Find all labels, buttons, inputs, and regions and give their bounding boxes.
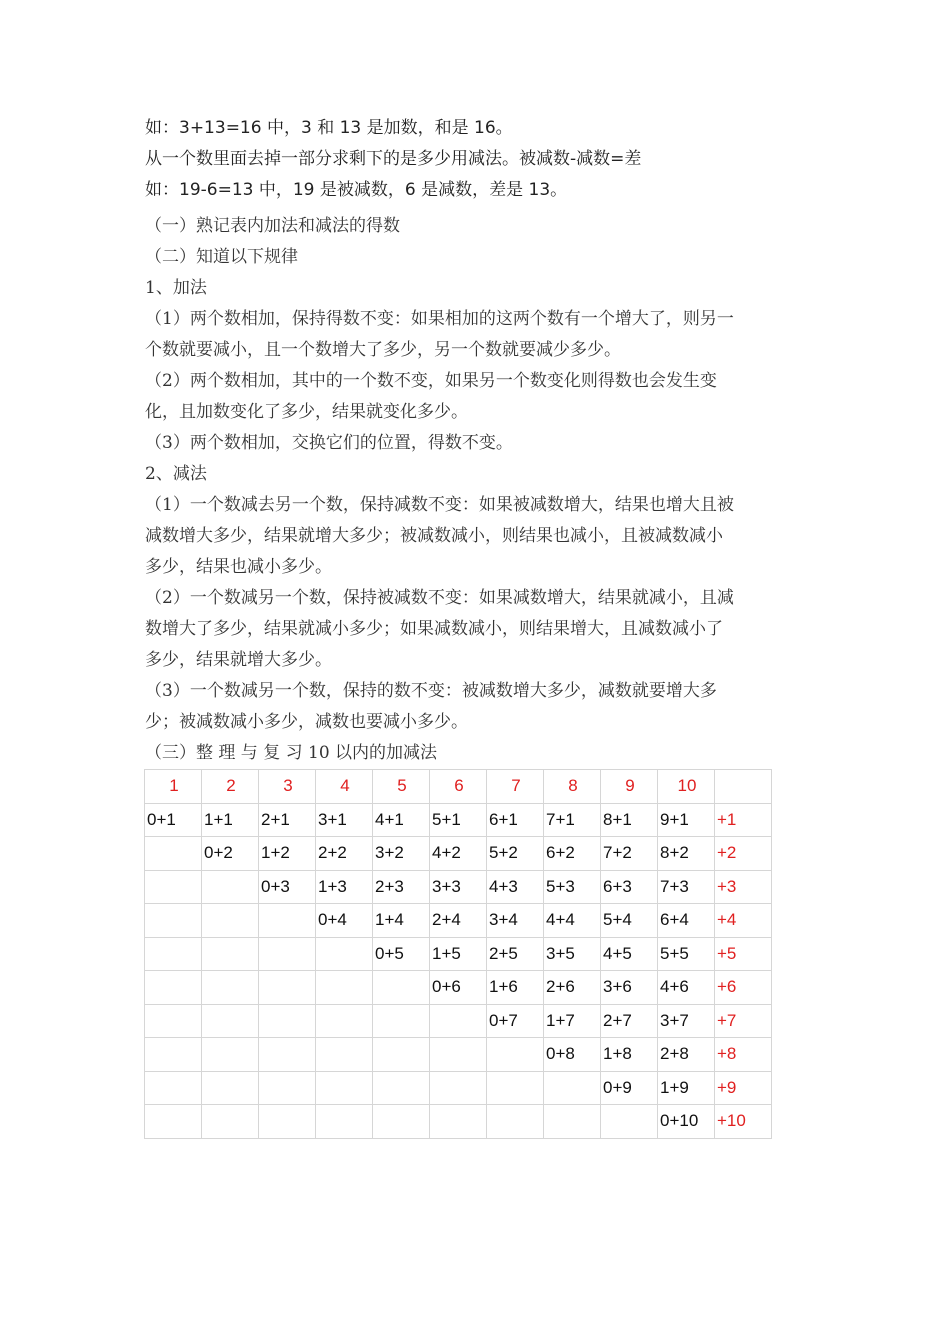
- header-cell: 5: [373, 770, 430, 804]
- equation-cell: [259, 1038, 316, 1072]
- equation-cell: 4+6: [658, 971, 715, 1005]
- subtraction-title: 2、减法: [145, 464, 207, 484]
- equation-cell: [373, 1038, 430, 1072]
- equation-cell: 3+7: [658, 1004, 715, 1038]
- header-cell: 7: [487, 770, 544, 804]
- equation-cell: 8+2: [658, 837, 715, 871]
- equation-cell: [202, 971, 259, 1005]
- intro-line-1: 如：3+13=16 中，3 和 13 是加数，和是 16。: [145, 118, 513, 138]
- equation-cell: [259, 1071, 316, 1105]
- header-cell: 2: [202, 770, 259, 804]
- section-3-heading: （三）整 理 与 复 习 10 以内的加减法: [145, 743, 438, 763]
- addition-rule-2b: 化，且加数变化了多少，结果就变化多少。: [145, 402, 468, 422]
- table-row: [145, 971, 772, 1005]
- equation-cell: [145, 1105, 202, 1139]
- equation-cell: 2+8: [658, 1038, 715, 1072]
- equation-cell: 7+2: [601, 837, 658, 871]
- equation-cell: [202, 904, 259, 938]
- equation-cell: 2+1: [259, 803, 316, 837]
- equation-cell: [202, 1004, 259, 1038]
- addend-label-cell: +8: [715, 1038, 772, 1072]
- equation-cell: 4+1: [373, 803, 430, 837]
- equation-cell: 5+5: [658, 937, 715, 971]
- equation-cell: 0+6: [430, 971, 487, 1005]
- equation-cell: [145, 971, 202, 1005]
- addition-table: [144, 769, 772, 1139]
- equation-cell: 0+5: [373, 937, 430, 971]
- equation-cell: 1+8: [601, 1038, 658, 1072]
- equation-cell: [487, 1071, 544, 1105]
- addend-label-cell: +7: [715, 1004, 772, 1038]
- equation-cell: 0+2: [202, 837, 259, 871]
- equation-cell: 2+5: [487, 937, 544, 971]
- table-row: [145, 937, 772, 971]
- equation-cell: [259, 904, 316, 938]
- equation-cell: 8+1: [601, 803, 658, 837]
- equation-cell: 2+2: [316, 837, 373, 871]
- header-cell: 1: [145, 770, 202, 804]
- addition-rule-1a: （1）两个数相加，保持得数不变：如果相加的这两个数有一个增大了，则另一: [145, 309, 734, 329]
- table-row: [145, 1038, 772, 1072]
- equation-cell: [316, 1004, 373, 1038]
- equation-cell: 3+4: [487, 904, 544, 938]
- intro-line-2: 从一个数里面去掉一部分求剩下的是多少用减法。被减数-减数=差: [145, 149, 642, 169]
- equation-cell: [145, 1071, 202, 1105]
- equation-cell: 3+2: [373, 837, 430, 871]
- equation-cell: 5+2: [487, 837, 544, 871]
- subtraction-rule-1a: （1）一个数减去另一个数，保持减数不变：如果被减数增大，结果也增大且被: [145, 495, 734, 515]
- equation-cell: [601, 1105, 658, 1139]
- equation-cell: 2+4: [430, 904, 487, 938]
- equation-cell: 6+4: [658, 904, 715, 938]
- header-cell: 4: [316, 770, 373, 804]
- equation-cell: 2+7: [601, 1004, 658, 1038]
- table-row: [145, 803, 772, 837]
- equation-cell: [202, 1105, 259, 1139]
- equation-cell: [316, 971, 373, 1005]
- subtraction-rule-3b: 少；被减数减小多少，减数也要减小多少。: [145, 712, 468, 732]
- addition-title: 1、加法: [145, 278, 207, 298]
- equation-cell: 7+1: [544, 803, 601, 837]
- equation-cell: 1+7: [544, 1004, 601, 1038]
- subtraction-rule-2b: 数增大了多少，结果就减小多少；如果减数减小，则结果增大，且减数减小了: [145, 619, 723, 639]
- equation-cell: [487, 1038, 544, 1072]
- equation-cell: [145, 870, 202, 904]
- equation-cell: 6+3: [601, 870, 658, 904]
- table-row: [145, 1071, 772, 1105]
- subtraction-rule-1b: 减数增大多少，结果就增大多少；被减数减小，则结果也减小，且被减数减小: [145, 526, 723, 546]
- equation-cell: [145, 837, 202, 871]
- equation-cell: 0+10: [658, 1105, 715, 1139]
- header-cell: 3: [259, 770, 316, 804]
- equation-cell: [202, 937, 259, 971]
- section-1-heading: （一）熟记表内加法和减法的得数: [145, 216, 400, 236]
- equation-cell: 4+5: [601, 937, 658, 971]
- equation-cell: 4+3: [487, 870, 544, 904]
- table-row: [145, 1105, 772, 1139]
- equation-cell: 3+6: [601, 971, 658, 1005]
- header-cell: 6: [430, 770, 487, 804]
- header-cell: [715, 770, 772, 804]
- equation-cell: 0+8: [544, 1038, 601, 1072]
- equation-cell: [373, 971, 430, 1005]
- equation-cell: [487, 1105, 544, 1139]
- equation-cell: 6+2: [544, 837, 601, 871]
- equation-cell: 5+4: [601, 904, 658, 938]
- addend-label-cell: +2: [715, 837, 772, 871]
- equation-cell: [202, 1071, 259, 1105]
- equation-cell: 1+6: [487, 971, 544, 1005]
- addition-rule-2a: （2）两个数相加，其中的一个数不变，如果另一个数变化则得数也会发生变: [145, 371, 717, 391]
- equation-cell: 0+1: [145, 803, 202, 837]
- subtraction-rule-2a: （2）一个数减另一个数，保持被减数不变：如果减数增大，结果就减小，且减: [145, 588, 734, 608]
- table-row: [145, 837, 772, 871]
- equation-cell: [259, 1004, 316, 1038]
- equation-cell: 1+3: [316, 870, 373, 904]
- equation-cell: 0+3: [259, 870, 316, 904]
- addend-label-cell: +10: [715, 1105, 772, 1139]
- equation-cell: [430, 1038, 487, 1072]
- equation-cell: [373, 1071, 430, 1105]
- equation-cell: 5+3: [544, 870, 601, 904]
- header-cell: 9: [601, 770, 658, 804]
- addend-label-cell: +9: [715, 1071, 772, 1105]
- subtraction-rule-2c: 多少，结果就增大多少。: [145, 650, 332, 670]
- equation-cell: 4+2: [430, 837, 487, 871]
- intro-line-3: 如：19-6=13 中，19 是被减数，6 是减数，差是 13。: [145, 180, 568, 200]
- addend-label-cell: +3: [715, 870, 772, 904]
- equation-cell: [430, 1004, 487, 1038]
- equation-cell: 5+1: [430, 803, 487, 837]
- section-2-heading: （二）知道以下规律: [145, 247, 298, 267]
- table-header-row: [145, 770, 772, 804]
- table-row: [145, 904, 772, 938]
- header-cell: 8: [544, 770, 601, 804]
- addend-label-cell: +1: [715, 803, 772, 837]
- equation-cell: 1+2: [259, 837, 316, 871]
- subtraction-rule-3a: （3）一个数减另一个数，保持的数不变：被减数增大多少，减数就要增大多: [145, 681, 717, 701]
- equation-cell: 1+1: [202, 803, 259, 837]
- addend-label-cell: +6: [715, 971, 772, 1005]
- equation-cell: [430, 1071, 487, 1105]
- equation-cell: 1+9: [658, 1071, 715, 1105]
- addition-rule-3: （3）两个数相加，交换它们的位置，得数不变。: [145, 433, 513, 453]
- header-cell: 10: [658, 770, 715, 804]
- rules-body: [145, 211, 815, 769]
- equation-cell: 4+4: [544, 904, 601, 938]
- equation-cell: 0+7: [487, 1004, 544, 1038]
- equation-cell: [259, 1105, 316, 1139]
- equation-cell: [544, 1071, 601, 1105]
- addend-label-cell: +4: [715, 904, 772, 938]
- equation-cell: 3+5: [544, 937, 601, 971]
- subtraction-rule-1c: 多少，结果也减小多少。: [145, 557, 332, 577]
- equation-cell: 0+9: [601, 1071, 658, 1105]
- equation-cell: [373, 1105, 430, 1139]
- equation-cell: [259, 971, 316, 1005]
- equation-cell: 7+3: [658, 870, 715, 904]
- equation-cell: [316, 1105, 373, 1139]
- table-row: [145, 1004, 772, 1038]
- equation-cell: 3+1: [316, 803, 373, 837]
- equation-cell: 2+3: [373, 870, 430, 904]
- equation-cell: 3+3: [430, 870, 487, 904]
- equation-cell: 1+4: [373, 904, 430, 938]
- equation-cell: [145, 1038, 202, 1072]
- equation-cell: [316, 1038, 373, 1072]
- equation-cell: 9+1: [658, 803, 715, 837]
- equation-cell: [430, 1105, 487, 1139]
- equation-cell: [259, 937, 316, 971]
- equation-cell: 2+6: [544, 971, 601, 1005]
- equation-cell: 6+1: [487, 803, 544, 837]
- equation-cell: 0+4: [316, 904, 373, 938]
- equation-cell: [202, 870, 259, 904]
- equation-cell: [316, 937, 373, 971]
- equation-cell: [145, 904, 202, 938]
- equation-cell: 1+5: [430, 937, 487, 971]
- addend-label-cell: +5: [715, 937, 772, 971]
- equation-cell: [316, 1071, 373, 1105]
- equation-cell: [544, 1105, 601, 1139]
- addition-rule-1b: 个数就要减小，且一个数增大了多少，另一个数就要减少多少。: [145, 340, 621, 360]
- equation-cell: [373, 1004, 430, 1038]
- table-row: [145, 870, 772, 904]
- equation-cell: [202, 1038, 259, 1072]
- equation-cell: [145, 1004, 202, 1038]
- equation-cell: [145, 937, 202, 971]
